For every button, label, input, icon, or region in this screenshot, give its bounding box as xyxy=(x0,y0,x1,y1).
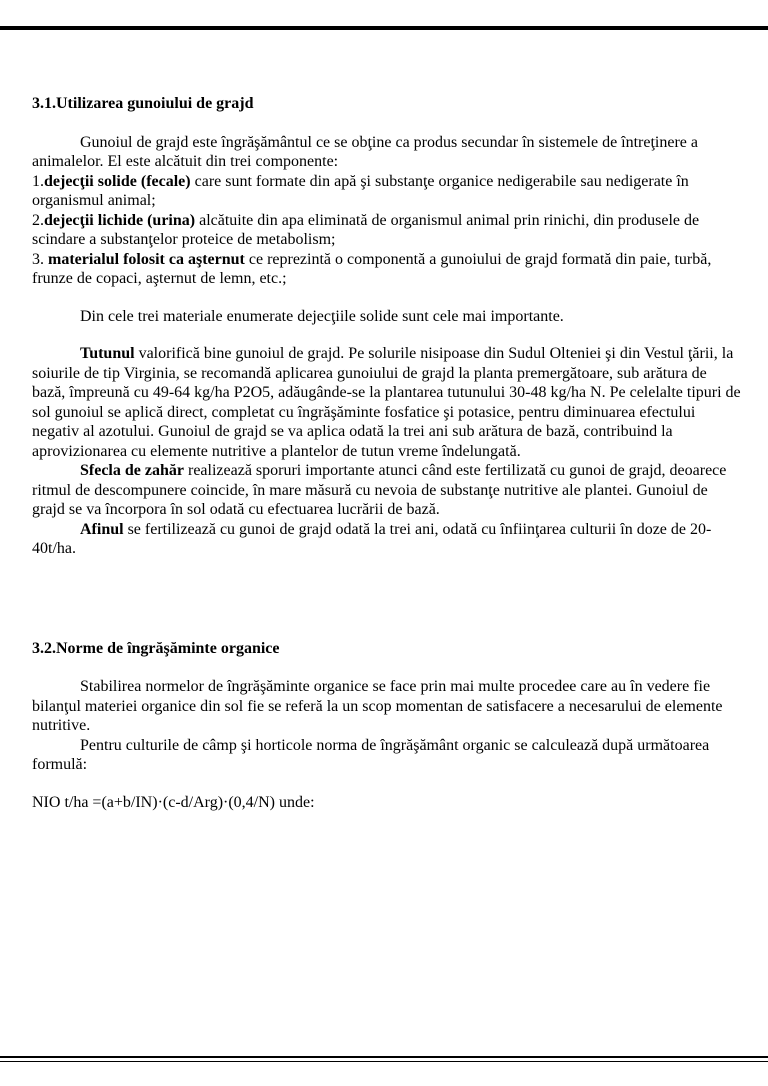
paragraph-sfecla: Sfecla de zahăr realizează sporuri importante atunci când este fertilizată cu gunoi de grajd, deoarece ritmul de descompunere coincide, în mare măsură cu nevoia de substanţe nutritive ale plantei. Gunoiul de grajd se va încorpora în sol odată cu efectuarea lucrării de bază. xyxy=(32,462,727,518)
bottom-rule-thin xyxy=(0,1061,768,1062)
top-rule xyxy=(0,26,768,30)
paragraph-tutun: Tutunul valorifică bine gunoiul de grajd. Pe solurile nisipoase din Sudul Olteniei şi din Vestul ţării, la soiurile de tip Virginia, se recomandă aplicarea gunoiului de grajd la planta premergătoare, sub arătura de bază, împreună cu 49-64 kg/ha P2O5, adăugânde-se la plantarea tutunului 30-48 kg/ha N. Pe celelalte tipuri de sol gunoiul se aplică direct, completat cu îngrăşăminte fosfatice şi potasice, pentru diminuarea efectului negativ al azotului. Gunoiul de grajd se va aplica odată la trei ani sub arătura de bază, contribuind la aprovizionarea cu elemente nutritive a plantelor de tutun vreme îndelungată. xyxy=(32,345,741,460)
intro-paragraph: Gunoiul de grajd este îngrăşământul ce se obţine ca produs secundar în sistemele de întreţinere a animalelor. El este alcătuit din trei componente: xyxy=(32,133,699,170)
term-afinul: Afinul xyxy=(80,520,124,538)
term-dejectii-lichide: dejecţii lichide (urina) xyxy=(44,211,196,229)
bottom-rule xyxy=(0,1056,768,1058)
term-tutunul: Tutunul xyxy=(80,345,135,362)
paragraph-afin: Afinul se fertilizează cu gunoi de grajd odată la trei ani, odată cu înfiinţarea culturii în doze de 20-40t/ha. xyxy=(32,520,712,557)
term-asternut: materialul folosit ca aşternut xyxy=(48,250,245,268)
paragraph-formula-intro: Pentru culturile de câmp şi horticole norma de îngrăşământ organic se calculează după următoarea formulă: xyxy=(32,736,710,773)
section-heading-utilizarea-gunoiului: 3.1.Utilizarea gunoiului de grajd xyxy=(32,95,254,112)
list-item-asternut: 3. materialul folosit ca aşternut ce reprezintă o componentă a gunoiului de grajd formată din paie, turbă, frunze de copaci, aşternut de lemn, etc.; xyxy=(32,250,712,287)
term-sfecla: Sfecla de zahăr xyxy=(80,462,184,479)
term-dejectii-solide: dejecţii solide (fecale) xyxy=(44,172,191,190)
paragraph-stabilirea: Stabilirea normelor de îngrăşăminte organice se face prin mai multe procedee care au în vedere fie bilanţul materiei organice din sol fie se referă la un scop momentan de satisfacere a necesarului de elemente nutritive. xyxy=(32,678,723,734)
list-item-dejectii-lichide: 2.dejecţii lichide (urina) alcătuite din apa eliminată de organismul animal prin rinichi, din produsele de scindare a substanţelor proteice de metabolism; xyxy=(32,211,700,248)
list-item-dejectii-solide: 1.dejecţii solide (fecale) care sunt formate din apă şi substanţe organice nedigerabile sau nedigerate în organismul animal; xyxy=(32,172,689,209)
summary-paragraph: Din cele trei materiale enumerate dejecţiile solide sunt cele mai importante. xyxy=(80,307,564,325)
formula-line: NIO t/ha =(a+b/IN)·(c-d/Arg)·(0,4/N) unde: xyxy=(32,793,315,811)
document-body xyxy=(32,94,742,812)
section-heading-norme: 3.2.Norme de îngrăşăminte organice xyxy=(32,639,280,657)
